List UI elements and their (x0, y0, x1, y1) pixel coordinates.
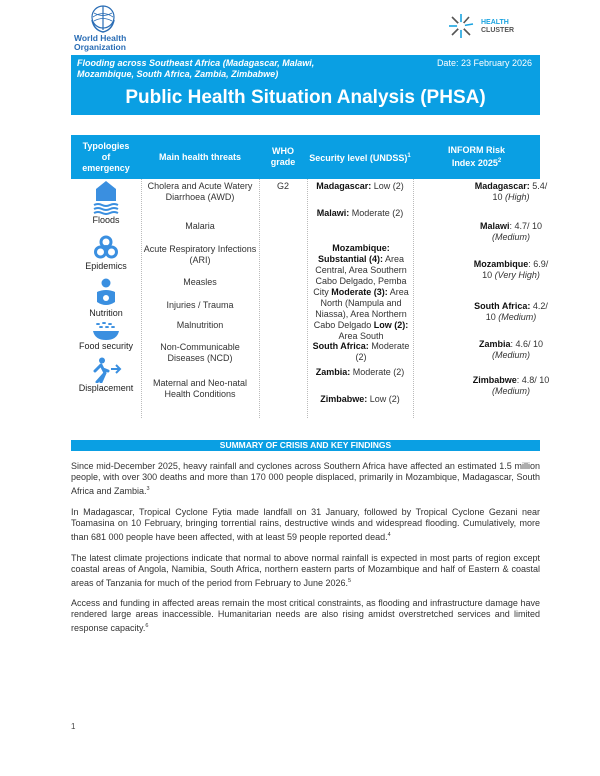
summary-heading: SUMMARY OF CRISIS AND KEY FINDINGS (71, 440, 540, 451)
summary-paragraph: Access and funding in affected areas remain the most critical constraints, as flooding and infrastructure damage have rendered large areas inaccessible. Humanitarian needs are also rising amidst overstretched services and limited response capacity.$^6$ (71, 598, 540, 633)
subtitle-line1: Flooding across Southeast Africa (Madagascar, Malawi, (77, 58, 315, 68)
threat-item: Cholera and Acute Watery Diarrhoea (AWD) (147, 181, 253, 202)
summary-paragraph: Since mid-December 2025, heavy rainfall and cyclones across Southern Africa have affected an estimated 1.5 million people, with over 300 deaths and more than 170 000 people displaced, primarily in Mozambique, Madagascar, South Africa and Zambia.$^3$ (71, 461, 540, 496)
page-title: Public Health Situation Analysis (PHSA) (125, 87, 486, 108)
who-logo (74, 4, 144, 50)
hc-logo-text-line2: CLUSTER (481, 26, 515, 34)
typology-nutrition (71, 278, 141, 318)
health-cluster-logo (447, 8, 547, 44)
displacement-icon (89, 357, 123, 383)
threat-item: Measles (183, 277, 217, 287)
threat-item: Acute Respiratory Infections (ARI) (143, 244, 257, 265)
typology-label: Epidemics (85, 261, 127, 271)
banner-subtitle (77, 58, 377, 80)
column-divider (141, 179, 142, 418)
inform-madagascar: Madagascar: 5.4/ 10 (High) (474, 181, 548, 202)
threat-item: Injuries / Trauma (166, 300, 234, 310)
table-header (71, 135, 540, 179)
typology-label: Nutrition (89, 308, 123, 318)
threat-item: Malaria (185, 221, 215, 231)
food-bowl-icon (90, 321, 122, 341)
title-banner (71, 55, 540, 115)
hc-logo-text-line1: HEALTH (481, 19, 509, 26)
swirl-icon (447, 12, 475, 40)
threat-item: Malnutrition (176, 320, 224, 330)
summary-paragraph: The latest climate projections indicate that normal to above normal rainfall is expected in most parts of region except coastal areas of Angola, Namibia, South Africa, northern eastern parts of Mozambique and half of Eastern & coastal areas of Tanzania for much of the period from February to June 2026.$^5$ (71, 553, 540, 588)
biohazard-icon (93, 235, 119, 261)
summary-paragraph: In Madagascar, Tropical Cyclone Fytia made landfall on 31 January, followed by Tropical Cyclone Gezani near Toamasina on 10 February, bringing torrential rains, destructive winds and widespread flooding. Cumulatively, more than 681 000 people have been affected, with at least 59 people reported dead.$^4$ (71, 507, 540, 542)
header-inform: INFORM Risk Index 2025$^2$ (447, 145, 505, 168)
security-mozambique: Mozambique: Substantial (4): Area Central, Area Southern Cabo Delgado, Pemba City Moderate (3): Area North (Nampula and Niassa), Area Northern Cabo Delgado Low (2): Area South (313, 243, 409, 341)
header-who-grade: WHO grade (270, 146, 296, 167)
security-south-africa: South Africa: Moderate (2) (312, 341, 410, 362)
inform-mozambique: Mozambique: 6.9/ 10 (Very High) (473, 259, 549, 280)
header-typologies: Typologies of emergency (82, 140, 130, 173)
security-malawi: Malawi: Moderate (2) (316, 208, 404, 218)
who-grade-value: G2 (276, 181, 289, 191)
nutrition-icon (94, 278, 118, 308)
inform-south-africa: South Africa: 4.2/ 10 (Medium) (474, 301, 548, 322)
security-madagascar: Madagascar: Low (2) (316, 181, 404, 191)
typology-label: Floods (92, 215, 120, 225)
who-emblem-icon (88, 4, 118, 34)
report-date: Date: 23 February 2026 (436, 58, 532, 68)
threat-item: Maternal and Neo-natal Health Conditions (152, 378, 248, 399)
typology-displacement (71, 357, 141, 393)
page-number: 1 (71, 722, 76, 731)
typology-label: Food security (78, 341, 134, 351)
header-threats: Main health threats (158, 151, 241, 162)
security-zambia: Zambia: Moderate (2) (315, 367, 405, 377)
situation-table (71, 135, 550, 418)
who-logo-text-line1: World Health (74, 33, 127, 43)
threat-item: Non-Communicable Diseases (NCD) (160, 342, 240, 363)
typology-food-security (71, 321, 141, 351)
column-divider (307, 179, 308, 418)
column-divider (259, 179, 260, 418)
inform-zimbabwe: Zimbabwe: 4.8/ 10 (Medium) (472, 375, 550, 396)
subtitle-line2: Mozambique, South Africa, Zambia, Zimbabwe) (77, 69, 279, 79)
column-divider (413, 179, 414, 418)
who-logo-text-line2: Organization (74, 41, 126, 52)
typology-floods (71, 179, 141, 225)
flood-icon (91, 179, 121, 215)
typology-epidemics (71, 235, 141, 271)
typology-label: Displacement (78, 383, 134, 393)
header-security: Security level (UNDSS)$^1$ (309, 152, 411, 163)
security-zimbabwe: Zimbabwe: Low (2) (320, 394, 400, 404)
inform-zambia: Zambia: 4.6/ 10 (Medium) (478, 339, 544, 360)
inform-malawi: Malawi: 4.7/ 10 (Medium) (479, 221, 543, 242)
